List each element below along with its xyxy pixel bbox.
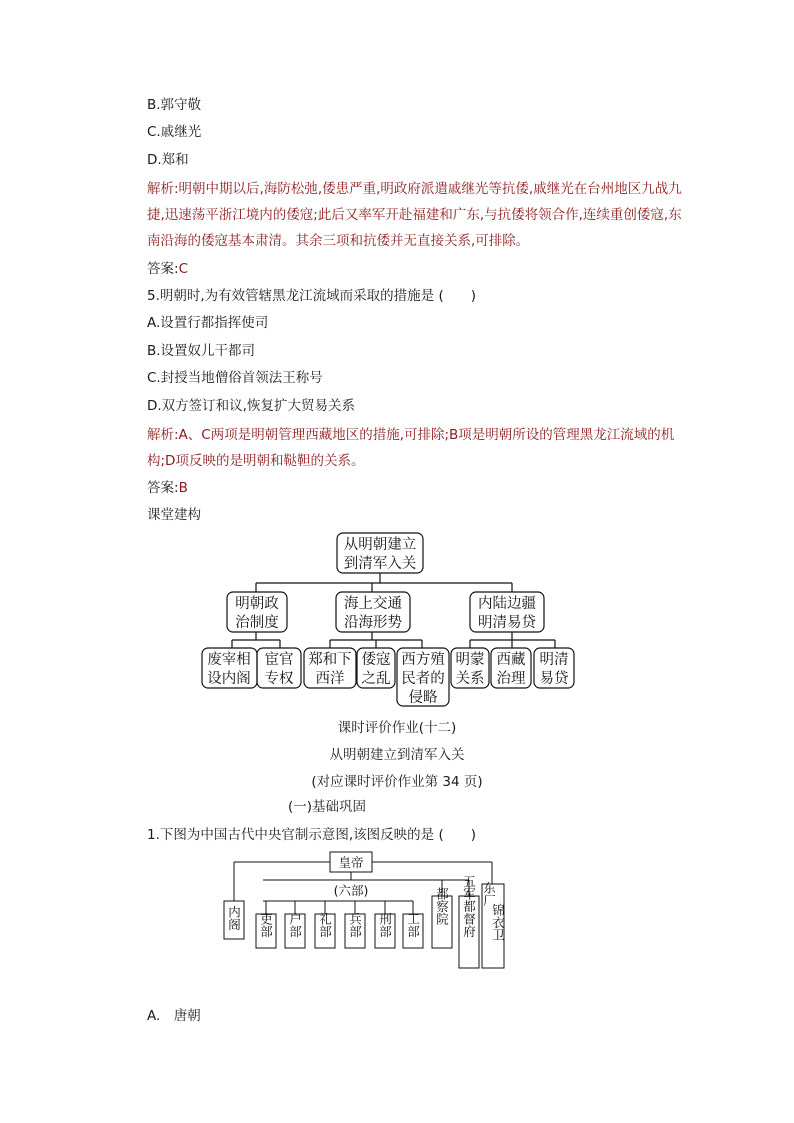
leaf-3-2-line-1: 西藏: [496, 652, 526, 668]
branch-3-line-1: 内陆边疆: [478, 596, 536, 612]
leaf-1-1-line-1: 废宰相: [207, 652, 251, 668]
leaf-2-1-line-2: 西洋: [315, 671, 345, 687]
emperor-label: 皇帝: [338, 855, 364, 870]
answer-label: 答案:: [147, 261, 179, 277]
option-d: D.郑和: [147, 152, 189, 168]
dongchang-label-2: 锦衣卫: [490, 903, 506, 941]
leaf-1-1-line-2: 设内阁: [207, 671, 251, 687]
root-line-1: 从明朝建立: [343, 537, 417, 553]
ministry-3-label: 礼部: [317, 912, 333, 938]
branch-1-line-2: 治制度: [235, 615, 279, 631]
question-5-stem: 5.明朝时,为有效管辖黑龙江流域而采取的措施是 ( ): [147, 288, 476, 304]
q5-answer-value: B: [178, 480, 188, 496]
leaf-1-2-line-1: 宦官: [264, 652, 294, 668]
wujun-label: 五军都督府: [461, 874, 477, 938]
homework-subtitle: 从明朝建立到清军入关: [329, 747, 465, 763]
leaf-2-3-line-3: 侵略: [408, 690, 438, 706]
duchayuan-label: 都察院: [434, 887, 450, 925]
leaf-2-2-line-1: 倭寇: [361, 652, 391, 668]
branch-2-line-2: 沿海形势: [344, 615, 402, 631]
leaf-3-1-line-2: 关系: [455, 671, 485, 687]
option-c: C.戚继光: [147, 124, 202, 140]
leaf-2-2-line-2: 之乱: [361, 671, 391, 687]
q5-option-a: A.设置行都指挥使司: [147, 315, 269, 331]
q5-option-c: C.封授当地僧俗首领法王称号: [147, 370, 323, 386]
q5-analysis-text: 解析:A、C两项是明朝管理西藏地区的措施,可排除;B项是明朝所设的管理黑龙江流域的机构;D项反映的是明朝和鞑靼的关系。: [147, 427, 675, 469]
dongchang-label-1: 东厂: [481, 881, 497, 907]
leaf-2-3-line-2: 民者的: [401, 671, 445, 687]
leaf-2-3-line-1: 西方殖: [401, 652, 445, 668]
ministry-5-label: 刑部: [377, 912, 393, 938]
root-line-2: 到清军入关: [343, 556, 417, 572]
branch-2-line-1: 海上交通: [344, 596, 402, 612]
homework-title: 课时评价作业(十二): [337, 720, 457, 736]
leaf-3-1-line-1: 明蒙: [455, 652, 485, 668]
branch-1-line-1: 明朝政: [235, 596, 279, 612]
q5-option-d: D.双方签订和议,恢复扩大贸易关系: [147, 398, 355, 414]
ministry-2-label: 户部: [287, 912, 303, 938]
ministry-4-label: 兵部: [347, 912, 363, 938]
ministry-6-label: 工部: [405, 912, 421, 938]
leaf-3-2-line-2: 治理: [496, 671, 526, 687]
question-1-stem: 1.下图为中国古代中央官制示意图,该图反映的是 ( ): [147, 827, 476, 843]
analysis-text: 解析:明朝中期以后,海防松弛,倭患严重,明政府派遣戚继光等抗倭,戚继光在台州地区九战九捷,迅速荡平浙江境内的倭寇;此后又率军开赴福建和广东,与抗倭将领合作,连续重创倭寇,东南沿海的倭寇基本肃清。其余三项和抗倭并无直接关系,可排除。: [147, 181, 682, 249]
q1-option-a: A. 唐朝: [147, 1008, 201, 1024]
branch-3-line-2: 明清易贷: [478, 615, 536, 631]
q5-answer-label: 答案:: [147, 480, 179, 496]
leaf-3-3-line-1: 明清: [539, 652, 569, 668]
option-b: B.郭守敬: [147, 97, 202, 113]
neige-label: 内阁: [226, 905, 242, 931]
leaf-1-2-line-2: 专权: [264, 671, 294, 687]
six-ministries-label: (六部): [333, 883, 369, 898]
homework-page-ref: (对应课时评价作业第 34 页): [311, 774, 483, 790]
class-structure-heading: 课堂建构: [147, 507, 201, 523]
leaf-2-1-line-1: 郑和下: [308, 652, 352, 668]
ministry-1-label: 吏部: [258, 912, 274, 938]
leaf-3-3-line-2: 易贷: [539, 671, 569, 687]
section-heading: (一)基础巩固: [288, 799, 367, 815]
answer-value: C: [178, 261, 188, 277]
q5-option-b: B.设置奴儿干都司: [147, 343, 256, 359]
